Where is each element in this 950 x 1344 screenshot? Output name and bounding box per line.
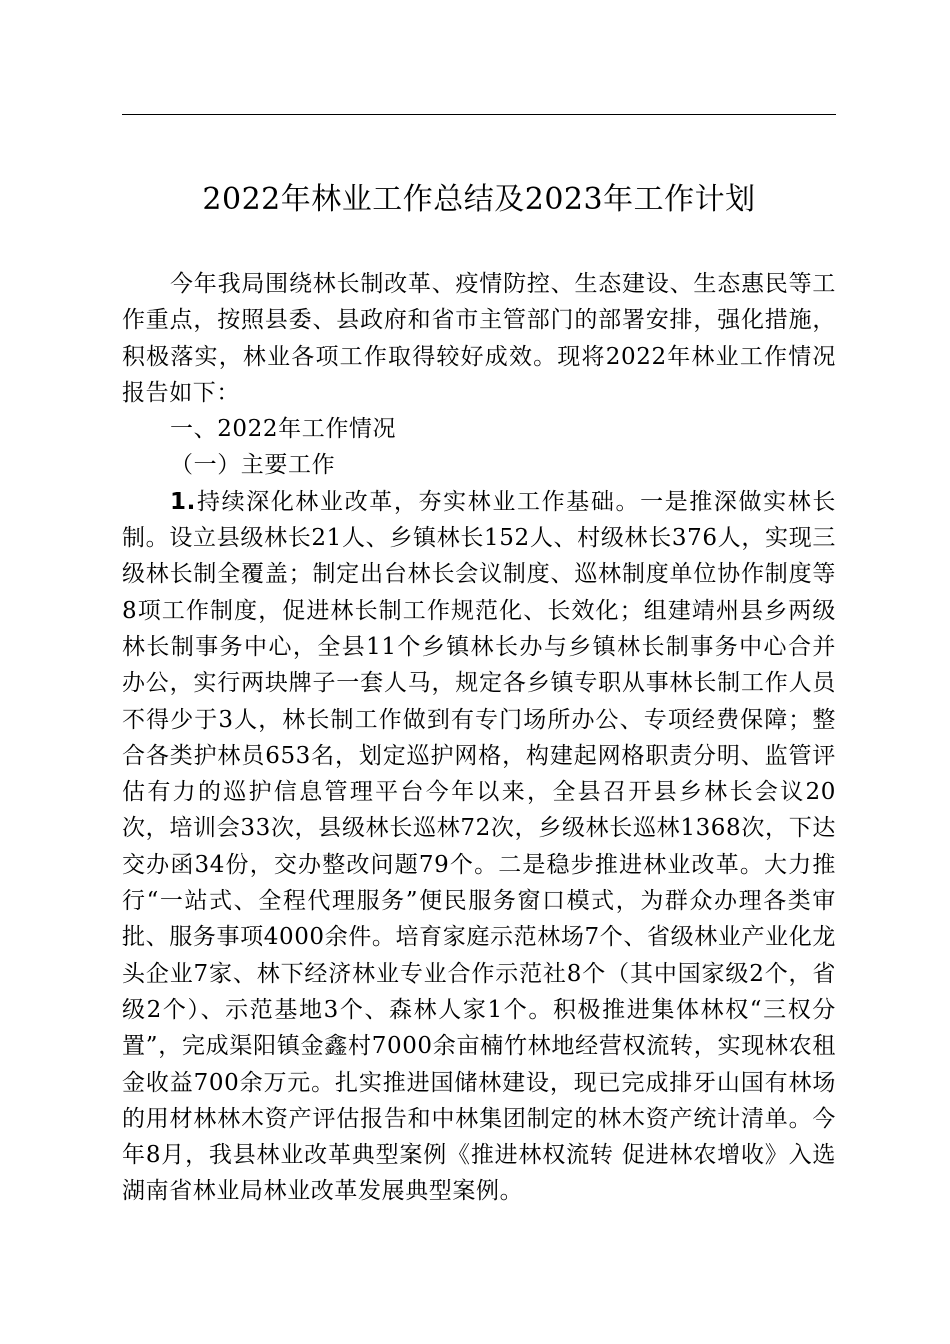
item-1-text: 持续深化林业改革，夯实林业工作基础。一是推深做实林长制。设立县级林长21人、乡镇林长152人、村级林长376人，实现三级林长制全覆盖；制定出台林长会议制度、巡林制度单位协作制度等8项工作制度，促进林长制工作规范化、长效化；组建靖州县乡两级林长制事务中心，全县11个乡镇林长办与乡镇林长制事务中心合并办公，实行两块牌子一套人马，规定各乡镇专职从事林长制工作人员不得少于3人，林长制工作做到有专门场所办公、专项经费保障；整合各类护林员653名，划定巡护网格，构建起网格职责分明、监管评估有力的巡护信息管理平台今年以来，全县召开县乡林长会议20次，培训会33次，县级林长巡林72次，乡级林长巡林1368次，下达交办函34份，交办整改问题79个。二是稳步推进林业改革。大力推行“一站式、全程代理服务”便民服务窗口模式，为群众办理各类审批、服务事项4000余件。培育家庭示范林场7个、省级林业产业化龙头企业7家、林下经济林业专业合作示范社8个（其中国家级2个，省级2个）、示范基地3个、森林人家1个。积极推进集体林权“三权分置”，完成渠阳镇金鑫村7000余亩楠竹林地经营权流转，实现林农租金收益700余万元。扎实推进国储林建设，现已完成排牙山国有林场的用材林林木资产评估报告和中林集团制定的林木资产统计清单。今年8月，我县林业改革典型案例《推进林权流转 促进林农增收》入选湖南省林业局林业改革发展典型案例。 (122, 488, 836, 1205)
item-1-number: 1. (170, 488, 196, 515)
section-heading: 一、2022年工作情况 (170, 416, 397, 443)
subsection-heading: （一）主要工作 (170, 452, 336, 479)
document-title: 2022年林业工作总结及2023年工作计划 (202, 182, 756, 217)
item-1-paragraph (122, 484, 836, 1210)
intro-paragraph: 今年我局围绕林长制改革、疫情防控、生态建设、生态惠民等工作重点，按照县委、县政府和省市主管部门的部署安排，强化措施，积极落实，林业各项工作取得较好成效。现将2022年林业工作情况报告如下： (122, 271, 836, 406)
header-rule (122, 114, 836, 115)
document-body (122, 266, 836, 1210)
